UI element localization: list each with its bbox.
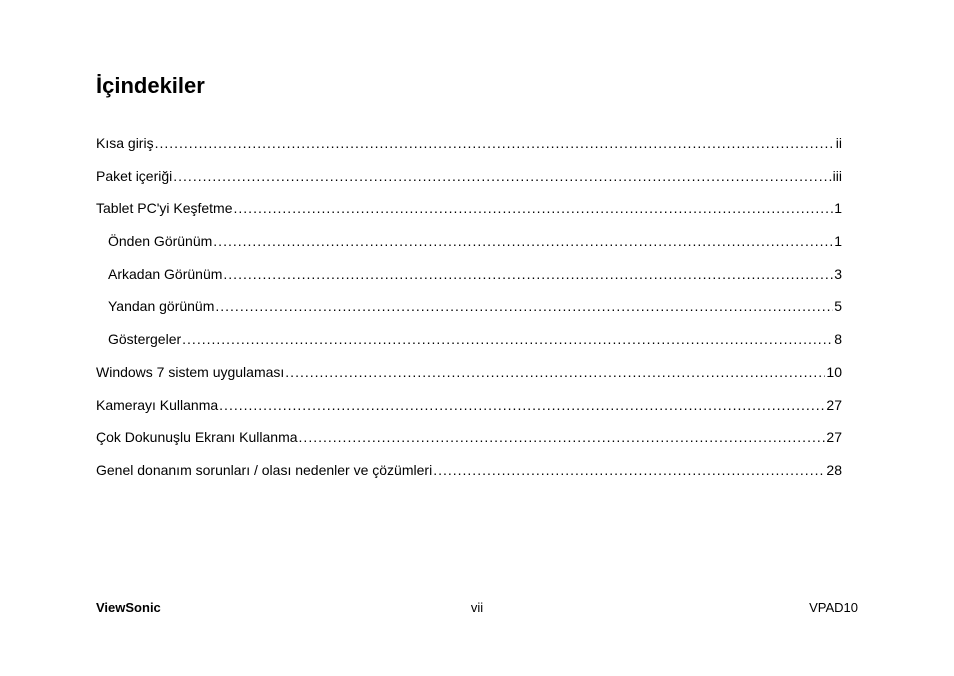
toc-entry[interactable] (96, 134, 842, 167)
toc-entry-title: Tablet PC'yi Keşfetme (96, 200, 233, 217)
toc-dot-leader (433, 461, 825, 479)
toc-dot-leader (285, 363, 825, 381)
toc-entry[interactable] (96, 363, 842, 396)
footer-model: VPAD10 (809, 600, 858, 615)
toc-entry-title: Kısa giriş (96, 135, 154, 151)
toc-entry-title: Windows 7 sistem uygulaması (96, 363, 285, 380)
toc-dot-leader (155, 134, 835, 152)
toc-entry-page: 8 (834, 331, 842, 348)
toc-entry-page: iii (832, 167, 842, 184)
footer-page-number: vii (470, 600, 484, 615)
toc-entry-title: Arkadan Görünüm (108, 265, 223, 282)
page-title: İçindekiler (96, 73, 205, 98)
footer-brand: ViewSonic (96, 600, 161, 615)
toc-entry-title: Yandan görünüm (108, 298, 215, 315)
toc-entry[interactable] (96, 330, 842, 363)
toc-entry-title: Önden Görünüm (108, 233, 213, 250)
toc-entry[interactable] (96, 396, 842, 429)
table-of-contents (96, 134, 842, 494)
toc-entry-page: 27 (826, 396, 842, 413)
toc-dot-leader (213, 232, 833, 250)
toc-entry-page: 27 (826, 429, 842, 446)
toc-entry[interactable] (96, 428, 842, 461)
toc-dot-leader (215, 297, 833, 315)
toc-dot-leader (173, 167, 831, 185)
toc-dot-leader (234, 199, 834, 217)
toc-entry-page: 1 (834, 233, 842, 250)
toc-entry-title: Kamerayı Kullanma (96, 396, 219, 413)
toc-dot-leader (182, 330, 833, 348)
toc-entry[interactable] (96, 167, 842, 200)
toc-dot-leader (223, 265, 833, 283)
toc-dot-leader (299, 428, 826, 446)
toc-entry-page: 5 (834, 298, 842, 315)
toc-entry-title: Paket içeriği (96, 167, 173, 184)
toc-entry-page: 3 (834, 265, 842, 282)
toc-entry[interactable] (96, 232, 842, 265)
toc-entry[interactable] (96, 297, 842, 330)
toc-entry[interactable] (96, 265, 842, 298)
toc-dot-leader (219, 396, 825, 414)
toc-entry-page: 10 (826, 363, 842, 380)
toc-entry-title: Göstergeler (108, 331, 182, 348)
toc-entry[interactable] (96, 461, 842, 494)
toc-entry-page: ii (835, 135, 842, 151)
toc-entry-title: Genel donanım sorunları / olası nedenler ve çözümleri (96, 461, 433, 478)
toc-entry-page: 28 (826, 461, 842, 478)
toc-entry-title: Çok Dokunuşlu Ekranı Kullanma (96, 429, 298, 446)
toc-entry-page: 1 (834, 200, 842, 217)
toc-entry[interactable] (96, 199, 842, 232)
